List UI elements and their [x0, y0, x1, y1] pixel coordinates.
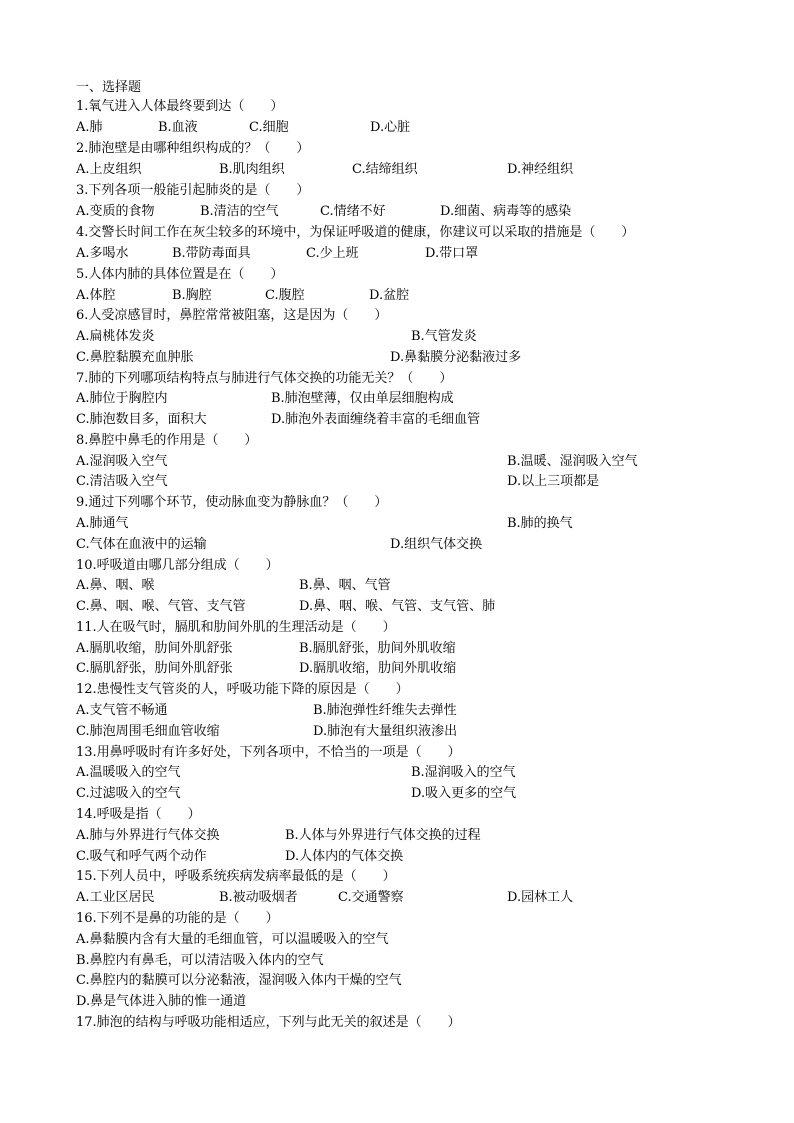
option-c: C.鼻腔黏膜充血肿胀	[76, 350, 194, 365]
option-d: D.肺泡有大量组织液渗出	[313, 724, 458, 739]
section-title: 一、选择题	[76, 80, 142, 95]
option-d: D.膈肌收缩，肋间外肌收缩	[299, 661, 457, 676]
option-a: A.膈肌收缩，肋间外肌舒张	[76, 641, 233, 656]
question-stem: 2.肺泡壁是由哪种组织构成的？（ ）	[76, 141, 310, 156]
question-stem: 5.人体内肺的具体位置是在（ ）	[76, 267, 284, 282]
option-b: B.膈肌舒张，肋间外肌收缩	[299, 641, 456, 656]
option-d: D.园林工人	[507, 890, 574, 905]
option-c: C.腹腔	[265, 288, 305, 303]
option-b: B.被动吸烟者	[219, 890, 298, 905]
option-b: B.肺泡弹性纤维失去弹性	[313, 703, 457, 718]
option-d: D.组织气体交换	[390, 537, 483, 552]
option-a: A.肺通气	[76, 516, 129, 531]
option-d: D.鼻是气体进入肺的惟一通道	[76, 994, 247, 1009]
option-c: C.肺泡数目多，面积大	[76, 412, 207, 427]
option-b: B.血液	[158, 120, 198, 135]
question-stem: 15.下列人员中，呼吸系统疾病发病率最低的是（ ）	[76, 869, 396, 884]
option-c: C.少上班	[306, 246, 359, 261]
option-a: A.温暖吸入的空气	[76, 765, 181, 780]
option-a: A.工业区居民	[76, 890, 155, 905]
option-a: A.肺与外界进行气体交换	[76, 828, 220, 843]
option-a: A.湿润吸入空气	[76, 454, 168, 469]
option-d: D.人体内的气体交换	[285, 849, 404, 864]
option-d: D.心脏	[370, 120, 411, 135]
question-stem: 10.呼吸道由哪几部分组成（ ）	[76, 558, 279, 573]
option-d: D.鼻、咽、喉、气管、支气管、肺	[299, 599, 496, 614]
question-stem: 8.鼻腔中鼻毛的作用是（ ）	[76, 433, 258, 448]
option-b: B.气管发炎	[411, 329, 477, 344]
option-c: C.膈肌舒张，肋间外肌舒张	[76, 661, 233, 676]
option-a: A.变质的食物	[76, 204, 155, 219]
option-b: B.人体与外界进行气体交换的过程	[285, 828, 481, 843]
question-stem: 9.通过下列哪个环节，使动脉血变为静脉血？（ ）	[76, 495, 388, 510]
option-c: C.鼻腔内的黏膜可以分泌黏液，湿润吸入体内干燥的空气	[76, 973, 402, 988]
question-stem: 3.下列各项一般能引起肺炎的是（ ）	[76, 183, 310, 198]
option-d: D.鼻黏膜分泌黏液过多	[390, 350, 522, 365]
option-a: A.扁桃体发炎	[76, 329, 155, 344]
option-c: C.细胞	[249, 120, 289, 135]
option-b: B.肺泡壁薄，仅由单层细胞构成	[271, 391, 454, 406]
option-c: C.吸气和呼气两个动作	[76, 849, 207, 864]
option-c: C.清洁吸入空气	[76, 474, 168, 489]
option-d: D.吸入更多的空气	[411, 786, 517, 801]
option-b: B.清洁的空气	[200, 204, 279, 219]
option-c: C.肺泡周围毛细血管收缩	[76, 724, 220, 739]
question-stem: 12.患慢性支气管炎的人，呼吸功能下降的原因是（ ）	[76, 682, 409, 697]
question-stem: 1.氧气进入人体最终要到达（ ）	[76, 99, 284, 114]
option-a: A.肺位于胸腔内	[76, 391, 168, 406]
option-b: B.肌肉组织	[219, 162, 285, 177]
option-d: D.盆腔	[369, 288, 410, 303]
option-b: B.湿润吸入的空气	[411, 765, 516, 780]
question-stem: 11.人在吸气时，膈肌和肋间外肌的生理活动是（ ）	[76, 620, 396, 635]
option-c: C.过滤吸入的空气	[76, 786, 181, 801]
option-d: D.带口罩	[425, 246, 479, 261]
question-stem: 7.肺的下列哪项结构特点与肺进行气体交换的功能无关？（ ）	[76, 371, 453, 386]
option-b: B.胸腔	[172, 288, 212, 303]
option-c: C.鼻、咽、喉、气管、支气管	[76, 599, 246, 614]
question-stem: 14.呼吸是指（ ）	[76, 807, 201, 822]
option-b: B.温暖、湿润吸入空气	[507, 454, 638, 469]
question-stem: 13.用鼻呼吸时有许多好处，下列各项中，不恰当的一项是（ ）	[76, 745, 461, 760]
option-c: C.情绪不好	[320, 204, 386, 219]
option-b: B.鼻腔内有鼻毛，可以清洁吸入体内的空气	[76, 953, 324, 968]
option-d: D.神经组织	[507, 162, 574, 177]
option-a: A.鼻、咽、喉	[76, 578, 155, 593]
question-stem: 16.下列不是鼻的功能的是（ ）	[76, 911, 279, 926]
option-a: A.肺	[76, 120, 103, 135]
option-d: D.肺泡外表面缠绕着丰富的毛细血管	[271, 412, 481, 427]
option-c: C.结缔组织	[352, 162, 418, 177]
option-c: C.气体在血液中的运输	[76, 537, 207, 552]
option-a: A.支气管不畅通	[76, 703, 168, 718]
option-d: D.细菌、病毒等的感染	[440, 204, 572, 219]
option-b: B.肺的换气	[507, 516, 573, 531]
option-b: B.鼻、咽、气管	[299, 578, 391, 593]
question-stem: 4.交警长时间工作在灰尘较多的环境中，为保证呼吸道的健康，你建议可以采取的措施是（ ）	[76, 225, 635, 240]
option-b: B.带防毒面具	[172, 246, 251, 261]
question-stem: 6.人受凉感冒时，鼻腔常常被阻塞，这是因为（ ）	[76, 308, 388, 323]
option-a: A.体腔	[76, 288, 116, 303]
option-c: C.交通警察	[338, 890, 404, 905]
question-stem: 17.肺泡的结构与呼吸功能相适应，下列与此无关的叙述是（ ）	[76, 1015, 461, 1030]
option-a: A.多喝水	[76, 246, 129, 261]
option-d: D.以上三项都是	[507, 474, 600, 489]
option-a: A.上皮组织	[76, 162, 142, 177]
option-a: A.鼻黏膜内含有大量的毛细血管，可以温暖吸入的空气	[76, 932, 389, 947]
